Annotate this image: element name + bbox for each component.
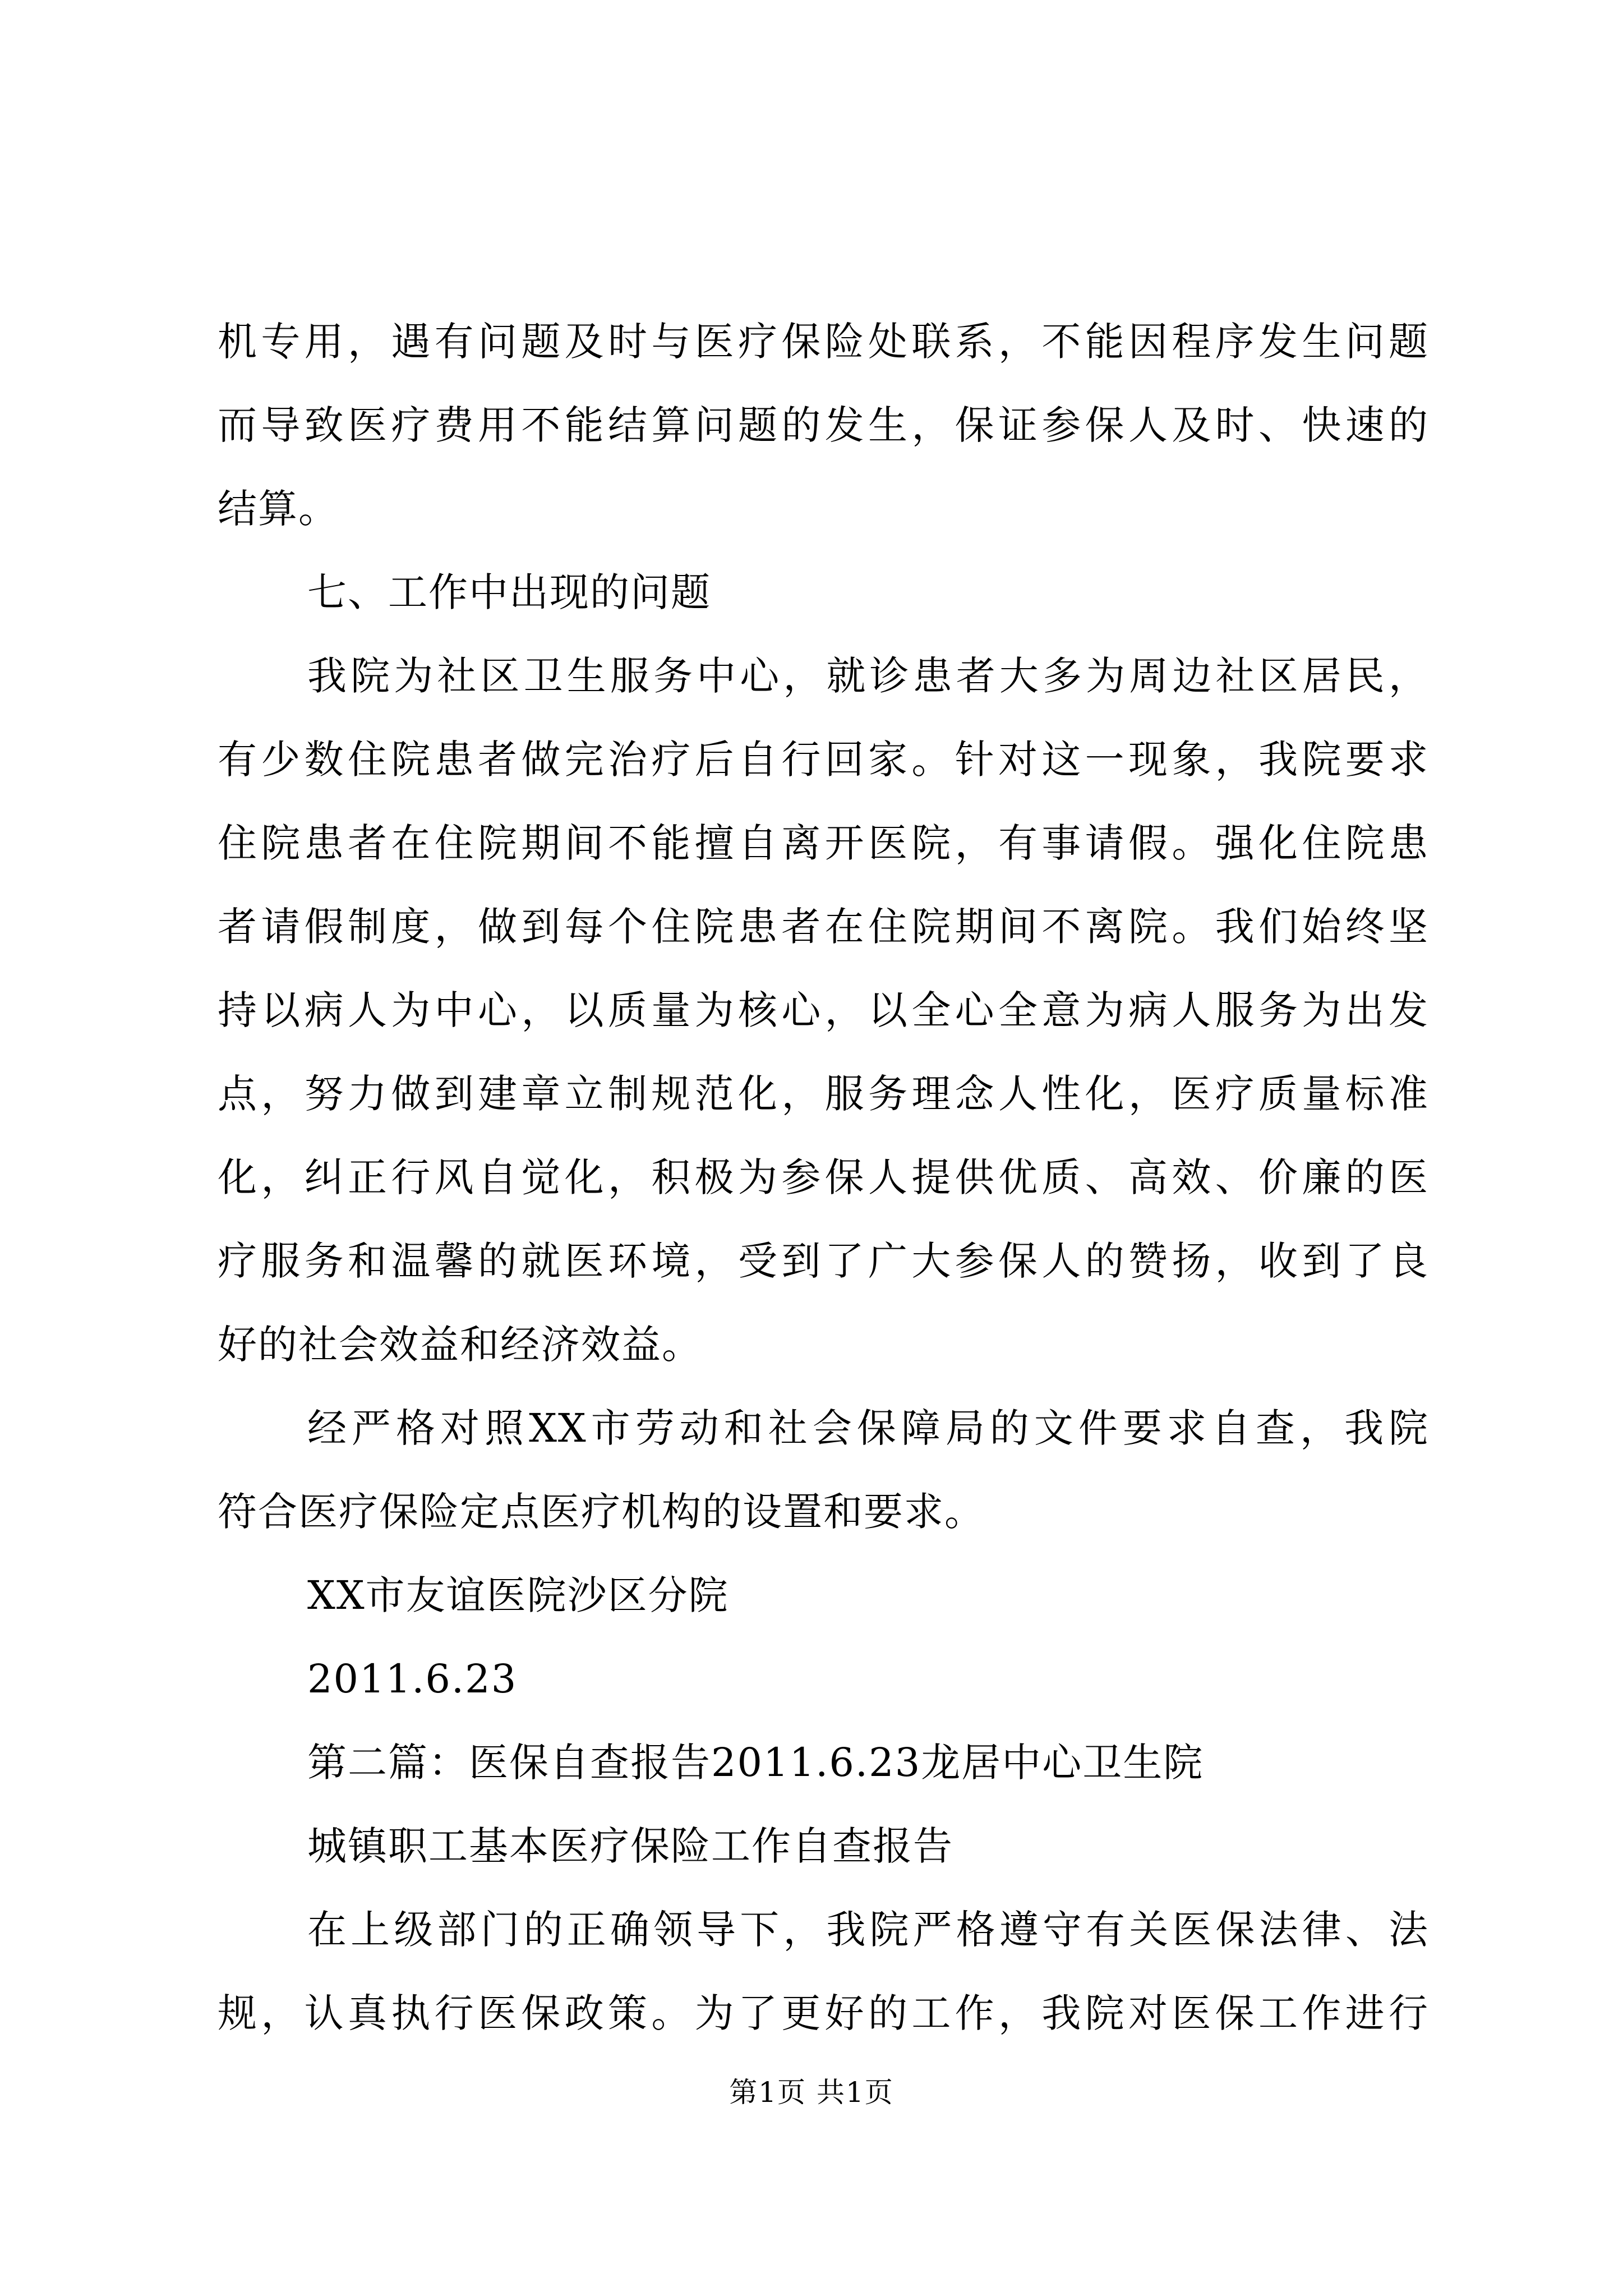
report-title: 城镇职工基本医疗保险工作自查报告 [307,1823,953,1869]
text-line: 者请假制度，做到每个住院患者在住院期间不离院。我们始终坚 [218,904,1429,950]
page-number-footer: 第1页 共1页 [729,2076,894,2109]
text-line: 住院患者在住院期间不能擅自离开医院，有事请假。强化住院患 [218,820,1429,866]
text-line: 持以病人为中心，以质量为核心，以全心全意为病人服务为出发 [218,987,1429,1033]
text-line: 在上级部门的正确领导下，我院严格遵守有关医保法律、法 [307,1907,1429,1953]
text-line: 我院为社区卫生服务中心，就诊患者大多为周边社区居民， [307,653,1429,699]
text-line: 疗服务和温馨的就医环境，受到了广大参保人的赞扬，收到了良 [218,1238,1429,1284]
section-heading: 七、工作中出现的问题 [307,569,711,615]
text-line: 结算。 [218,486,339,532]
text-line: 机专用，遇有问题及时与医疗保险处联系，不能因程序发生问题 [218,319,1429,365]
organization-name: XX市友谊医院沙区分院 [307,1572,729,1618]
text-line: 经严格对照XX市劳动和社会保障局的文件要求自查，我院 [307,1405,1429,1451]
document-body [218,300,1429,2055]
second-article-title: 第二篇：医保自查报告2011.6.23龙居中心卫生院 [307,1740,1204,1786]
text-line: 化，纠正行风自觉化，积极为参保人提供优质、高效、价廉的医 [218,1154,1429,1200]
text-line: 好的社会效益和经济效益。 [218,1322,702,1368]
text-line: 点，努力做到建章立制规范化，服务理念人性化，医疗质量标准 [218,1071,1429,1117]
text-line: 符合医疗保险定点医疗机构的设置和要求。 [218,1489,985,1535]
text-line: 有少数住院患者做完治疗后自行回家。针对这一现象，我院要求 [218,737,1429,783]
text-line: 规，认真执行医保政策。为了更好的工作，我院对医保工作进行 [218,1990,1429,2036]
document-date: 2011.6.23 [307,1656,518,1702]
text-line: 而导致医疗费用不能结算问题的发生，保证参保人及时、快速的 [218,402,1429,448]
